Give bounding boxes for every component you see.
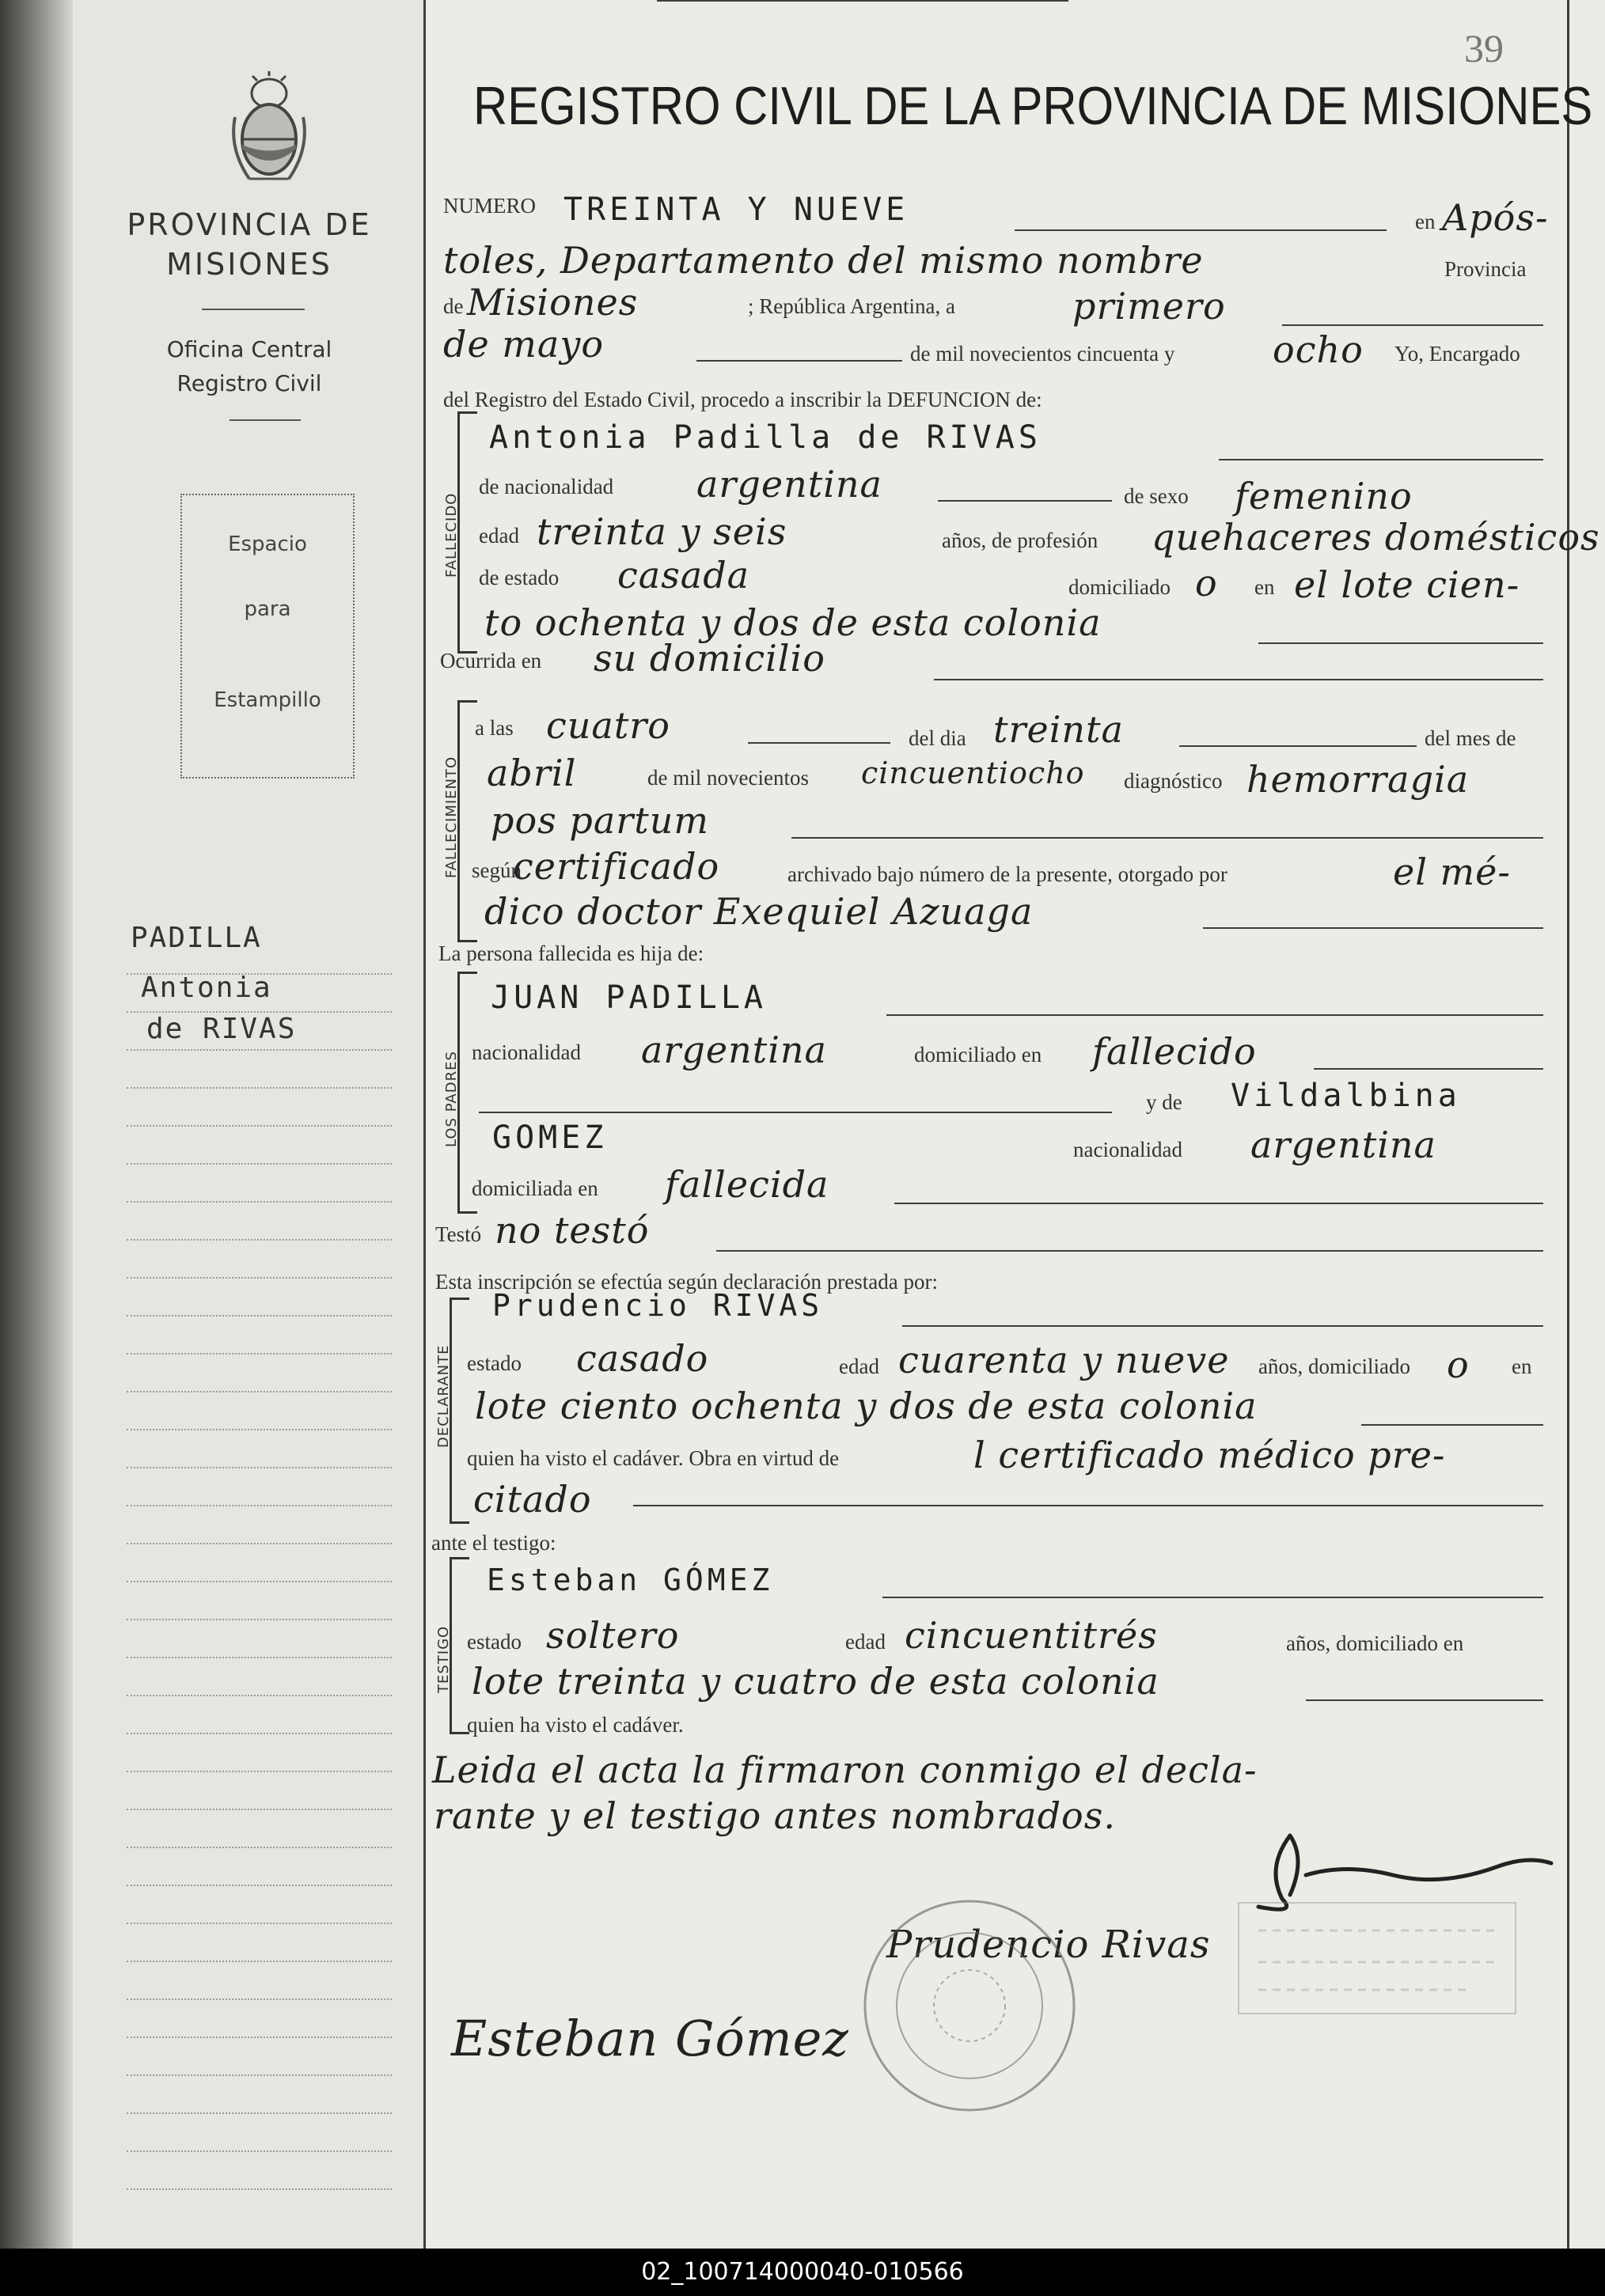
margin-ruled-line: [127, 1961, 392, 1962]
label-edad-declarante: edad: [839, 1354, 879, 1378]
filled-testigo-estado: soltero: [546, 1614, 680, 1657]
filled-anio-muerte: cincuentiocho: [861, 756, 1085, 790]
label-quien-ha-visto: quien ha visto el cadáver.: [467, 1713, 684, 1737]
filled-mother-last: GOMEZ: [492, 1120, 608, 1156]
filled-mother-domicilio: fallecida: [665, 1163, 829, 1206]
underline: [1306, 1699, 1543, 1701]
filled-father-nacionalidad: argentina: [641, 1029, 827, 1071]
underline: [1179, 745, 1417, 747]
margin-ruled-line: [127, 1087, 392, 1089]
label-numero: NUMERO: [443, 194, 537, 218]
underline: [1015, 229, 1387, 231]
underline: [791, 837, 1543, 839]
underline: [479, 1112, 1112, 1113]
margin-ruled-line: [127, 1391, 392, 1392]
filled-testigo-name: Esteban GÓMEZ: [487, 1563, 774, 1597]
filled-profesion: quehaceres domésticos: [1152, 516, 1600, 559]
label-obra: quien ha visto el cadáver. Obra en virtud de: [467, 1446, 840, 1470]
filled-dia: primero: [1072, 285, 1226, 328]
filled-mes: de mayo: [443, 323, 605, 366]
filled-ocurrida: su domicilio: [594, 637, 825, 680]
label-anio: de mil novecientos cincuenta y: [910, 342, 1175, 366]
underline: [1203, 927, 1543, 929]
label-hija: La persona fallecida es hija de:: [438, 942, 704, 965]
margin-note-name: de RIVAS: [146, 1013, 297, 1045]
testigo-signature: Esteban Gómez: [451, 2010, 849, 2067]
margin-ruled-line: [127, 1885, 392, 1886]
label-estado-testigo: estado: [467, 1630, 522, 1654]
underline: [894, 1203, 1543, 1204]
label-ocurrida: Ocurrida en: [440, 649, 542, 673]
filled-domicilio-cont: to ochenta y dos de esta colonia: [484, 601, 1102, 644]
label-en: en: [1415, 210, 1436, 233]
underline: [1219, 459, 1543, 460]
label-nacionalidad: de nacionalidad: [479, 475, 614, 498]
underline: [882, 1597, 1543, 1598]
label-testigo: ante el testigo:: [431, 1531, 556, 1555]
underline: [1361, 1424, 1543, 1426]
official-seal-icon: [859, 1895, 1080, 2116]
margin-ruled-line: [127, 1923, 392, 1924]
margin-ruled-line: [127, 1429, 392, 1430]
label-en: en: [1254, 575, 1275, 599]
filled-mes-muerte: abril: [487, 752, 577, 794]
label-anio-muerte: de mil novecientos: [647, 766, 809, 790]
filled-domiciliado: o: [1195, 562, 1218, 604]
section-label-testigo: TESTIGO: [435, 1625, 452, 1693]
label-profesion: años, de profesión: [942, 529, 1098, 552]
filled-mother-nacionalidad: argentina: [1250, 1123, 1436, 1166]
margin-ruled-line: [127, 1771, 392, 1772]
document-title: REGISTRO CIVIL DE LA PROVINCIA DE MISIONES: [473, 76, 1593, 136]
stamp-label: para: [244, 597, 291, 621]
margin-ruled-line: [127, 2112, 392, 2114]
margin-ruled-line: [127, 1619, 392, 1620]
underline: [716, 1250, 1543, 1252]
label-encargado: Yo, Encargado: [1394, 342, 1520, 366]
label-hora: a las: [475, 716, 514, 740]
section-bracket: [450, 1298, 469, 1524]
filled-nacionalidad: argentina: [696, 463, 882, 506]
margin-ruled-line: [127, 1125, 392, 1127]
section-bracket: [457, 411, 477, 654]
margin-ruled-line: [127, 2150, 392, 2152]
margin-ruled-line: [127, 1315, 392, 1317]
filled-estado: casada: [617, 554, 750, 597]
filled-sexo: femenino: [1235, 475, 1413, 517]
section-label-fallecido: FALLECIDO: [443, 492, 460, 578]
margin-ruled-line: [127, 973, 392, 975]
label-estado: de estado: [479, 566, 560, 589]
filled-otorgado: el mé-: [1393, 851, 1511, 893]
closing-line: Leida el acta la firmaron conmigo el decla-: [432, 1749, 1258, 1791]
label-registro: del Registro del Estado Civil, procedo a inscribir la DEFUNCION de:: [443, 388, 1042, 411]
label-edad: edad: [479, 524, 519, 547]
margin-ruled-line: [127, 1695, 392, 1696]
label-diagnostico: diagnóstico: [1124, 769, 1223, 793]
margin-ruled-line: [127, 1999, 392, 2000]
label-provincia: Provincia: [1444, 257, 1527, 281]
filled-provincia: Misiones: [467, 281, 639, 324]
label-inscripcion: Esta inscripción se efectúa según declaración prestada por:: [435, 1270, 938, 1294]
underline: [696, 360, 902, 362]
label-domiciliado-declarante: años, domiciliado: [1258, 1354, 1410, 1378]
filled-deceased-name: Antonia Padilla de RIVAS: [489, 419, 1042, 456]
label-sexo: de sexo: [1124, 484, 1189, 508]
underline: [1314, 1068, 1543, 1070]
sidebar-divider: [230, 419, 301, 421]
margin-ruled-line: [127, 1353, 392, 1354]
office-label: Oficina Central: [166, 336, 332, 362]
margin-ruled-line: [127, 1239, 392, 1241]
book-gutter: [0, 0, 73, 2249]
right-margin-rule: [1567, 0, 1569, 2249]
margin-ruled-line: [127, 1011, 392, 1013]
label-domiciliada: domiciliada en: [472, 1176, 598, 1200]
underline: [657, 0, 1068, 2]
label-domiciliado-padre: domiciliado en: [914, 1043, 1042, 1067]
filled-numero: TREINTA Y NUEVE: [563, 191, 909, 228]
filled-declarante-edad: cuarenta y nueve: [898, 1339, 1230, 1381]
page-number: 39: [1464, 26, 1504, 70]
margin-ruled-line: [127, 2188, 392, 2190]
margin-ruled-line: [127, 1201, 392, 1203]
filled-testigo-edad: cincuentitrés: [905, 1614, 1158, 1657]
filled-segun: certificado: [513, 845, 720, 888]
declarante-signature: Prudencio Rivas: [886, 1923, 1211, 1967]
filled-domicilio: el lote cien-: [1294, 563, 1520, 606]
margin-ruled-line: [127, 1733, 392, 1734]
underline: [938, 500, 1112, 502]
margin-ruled-line: [127, 2074, 392, 2076]
filled-obra-cont: citado: [473, 1478, 592, 1521]
section-label-declarante: DECLARANTE: [435, 1344, 452, 1448]
margin-ruled-line: [127, 1163, 392, 1165]
underline: [1258, 642, 1543, 644]
label-y-de: y de: [1146, 1090, 1182, 1114]
label-mes: del mes de: [1425, 726, 1516, 750]
label-republica: ; República Argentina, a: [748, 294, 955, 318]
filled-declarante-domicilio: lote ciento ochenta y dos de esta colonia: [475, 1385, 1258, 1427]
underline: [886, 1014, 1543, 1016]
filled-hora: cuatro: [546, 704, 670, 747]
underline: [748, 742, 890, 744]
office-sub-label: Registro Civil: [176, 370, 322, 396]
margin-ruled-line: [127, 1847, 392, 1848]
filled-testigo-domicilio: lote treinta y cuatro de esta colonia: [472, 1660, 1159, 1703]
label-en: en: [1512, 1354, 1532, 1378]
section-label-padres: LOS PADRES: [443, 1051, 460, 1147]
filled-declarante-name: Prudencio RIVAS: [492, 1288, 824, 1323]
filled-departamento: toles, Departamento del mismo nombre: [443, 239, 1204, 282]
margin-note-surname: PADILLA: [131, 922, 262, 954]
margin-note-name: Antonia: [141, 972, 272, 1004]
filled-en: Após-: [1442, 196, 1549, 239]
margin-ruled-line: [127, 1277, 392, 1279]
margin-ruled-line: [127, 1049, 392, 1051]
label-dia: del dia: [909, 726, 966, 750]
province-label: PROVINCIA DE: [127, 207, 372, 242]
coat-of-arms-icon: [226, 70, 313, 188]
label-de: de: [443, 294, 464, 318]
label-domiciliado-testigo: años, domiciliado en: [1286, 1631, 1464, 1655]
closing-line: rante y el testigo antes nombrados.: [434, 1794, 1116, 1837]
margin-ruled-line: [127, 1581, 392, 1582]
filled-declarante-estado: casado: [576, 1337, 709, 1380]
filled-father-domicilio: fallecido: [1092, 1030, 1257, 1073]
margin-ruled-line: [127, 1809, 392, 1810]
underline: [633, 1505, 1543, 1506]
filled-edad: treinta y seis: [537, 510, 787, 553]
margin-ruled-line: [127, 1505, 392, 1506]
label-testo: Testó: [435, 1222, 482, 1246]
label-segun: según: [472, 858, 522, 882]
filled-otorgado-cont: dico doctor Exequiel Azuaga: [484, 890, 1034, 933]
filled-dia-muerte: treinta: [993, 708, 1124, 751]
filled-declarante-domiciliado: o: [1447, 1343, 1470, 1386]
filled-diagnostico-cont: pos partum: [491, 799, 709, 842]
filled-obra: l certificado médico pre-: [973, 1434, 1446, 1476]
underline: [902, 1325, 1543, 1327]
label-archivado: archivado bajo número de la presente, otorgado por: [787, 862, 1227, 886]
margin-ruled-line: [127, 1467, 392, 1468]
label-domiciliado: domiciliado: [1068, 575, 1171, 599]
stamp-label: Estampillo: [214, 688, 321, 712]
sidebar-divider: [202, 309, 305, 310]
underline: [1282, 324, 1543, 326]
margin-ruled-line: [127, 2036, 392, 2038]
image-caption: 02_100714000040-010566: [0, 2249, 1605, 2296]
label-edad-testigo: edad: [845, 1630, 886, 1654]
label-estado-declarante: estado: [467, 1351, 522, 1375]
registrar-stamp-icon: [1235, 1899, 1520, 2018]
label-nacionalidad-madre: nacionalidad: [1073, 1138, 1182, 1161]
filled-father: JUAN PADILLA: [491, 979, 767, 1016]
label-nacionalidad-padre: nacionalidad: [472, 1040, 581, 1064]
filled-mother-first: Vildalbina: [1231, 1078, 1461, 1114]
margin-ruled-line: [127, 1543, 392, 1544]
province-name: MISIONES: [166, 247, 332, 282]
filled-anio: ocho: [1273, 328, 1364, 371]
filled-diagnostico: hemorragia: [1246, 758, 1470, 801]
section-label-fallecimiento: FALLECIMIENTO: [443, 756, 460, 878]
stamp-label: Espacio: [228, 532, 307, 556]
filled-testo: no testó: [495, 1209, 650, 1252]
margin-ruled-line: [127, 1657, 392, 1658]
underline: [934, 679, 1543, 680]
